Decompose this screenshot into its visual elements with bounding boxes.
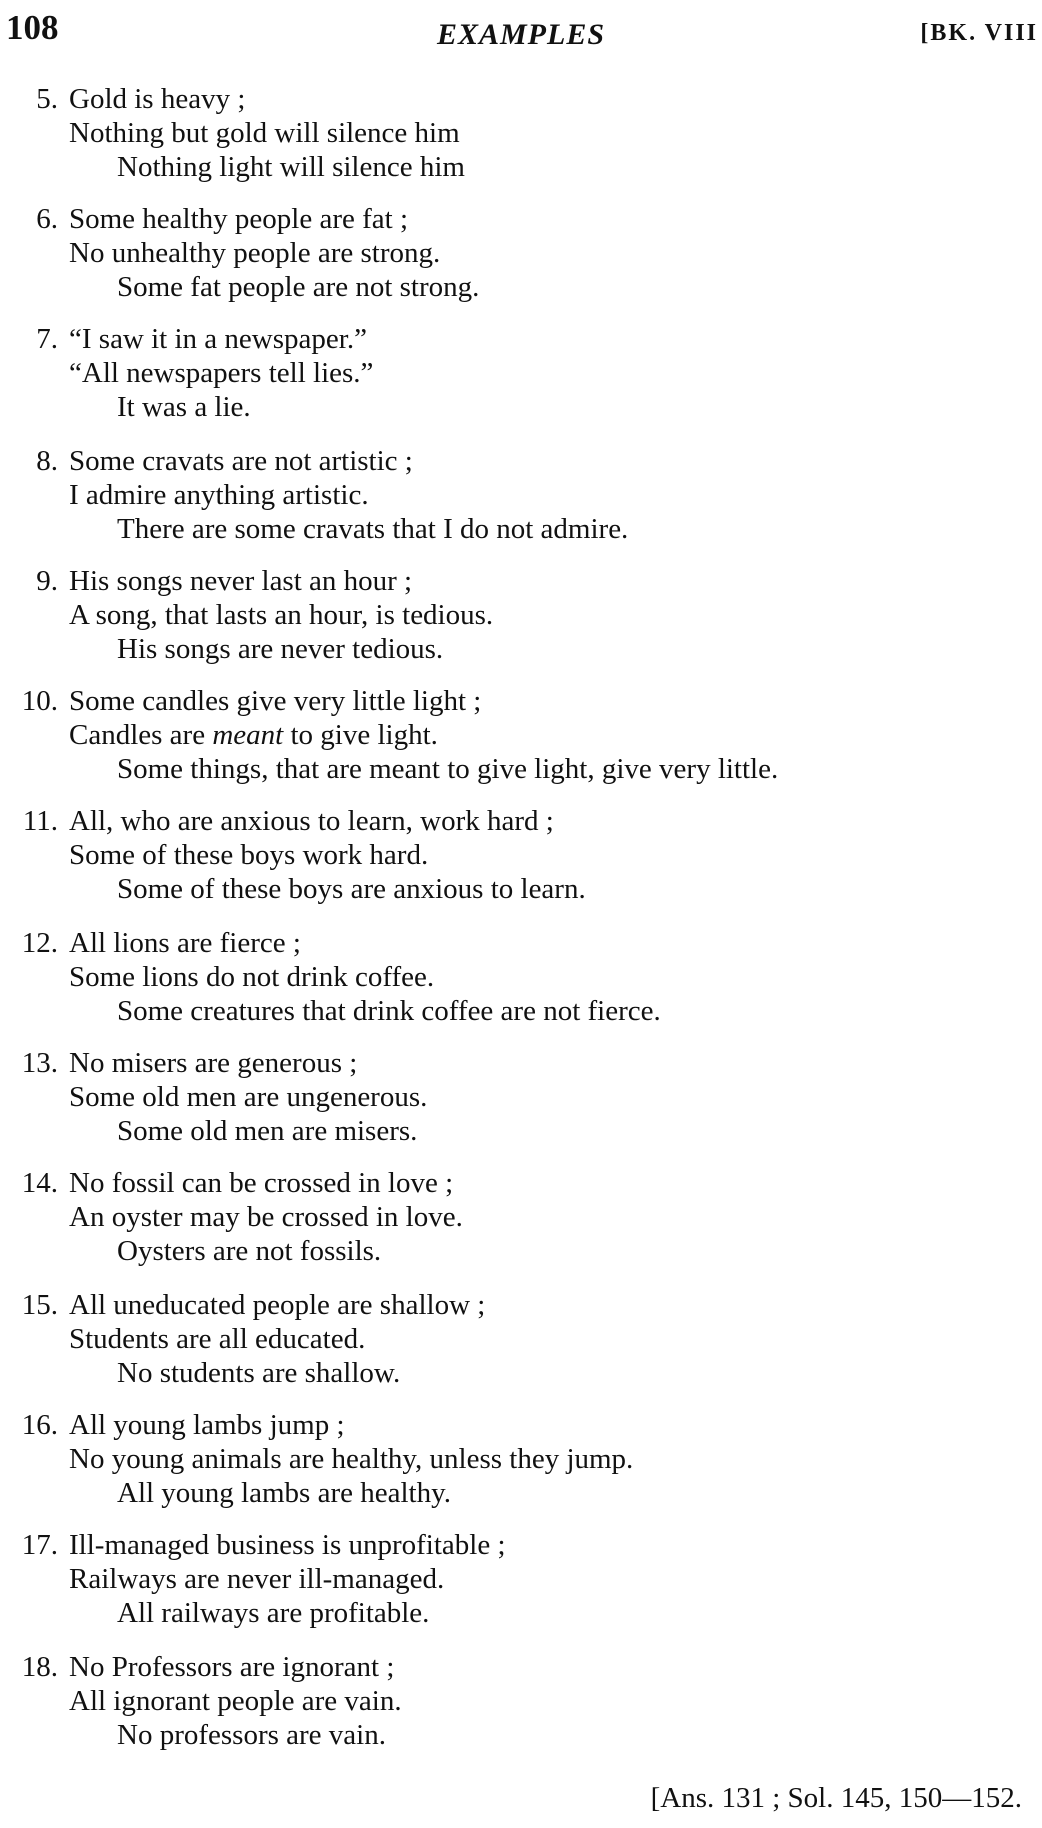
conclusion: His songs are never tedious. — [117, 633, 444, 665]
example-number: 18. — [21, 1651, 58, 1683]
premise-1: Ill-managed business is unprofitable ; — [69, 1529, 506, 1561]
conclusion: All young lambs are healthy. — [117, 1477, 451, 1509]
premise-1: All uneducated people are shallow ; — [69, 1289, 486, 1321]
premise-1: His songs never last an hour ; — [69, 565, 413, 597]
conclusion: All railways are profitable. — [117, 1597, 430, 1629]
example-number: 13. — [21, 1047, 58, 1079]
premise-1: No Professors are ignorant ; — [69, 1651, 395, 1683]
example-number: 5. — [36, 83, 58, 115]
emphasized-word: meant — [212, 719, 284, 751]
example-number: 8. — [36, 445, 58, 477]
conclusion: No professors are vain. — [117, 1719, 386, 1751]
premise-2: I admire anything artistic. — [69, 479, 369, 511]
section-reference: [BK. VIII — [920, 20, 1038, 46]
conclusion: Some creatures that drink coffee are not fierce. — [117, 995, 661, 1027]
conclusion: Some things, that are meant to give light, give very little. — [117, 753, 779, 785]
premise-2: An oyster may be crossed in love. — [69, 1201, 463, 1233]
example-number: 11. — [22, 805, 58, 837]
running-title: EXAMPLES — [436, 18, 606, 51]
premise-2: Railways are never ill-managed. — [69, 1563, 445, 1595]
premise-1: All young lambs jump ; — [69, 1409, 345, 1441]
conclusion: There are some cravats that I do not admire. — [117, 513, 629, 545]
premise-2: Nothing but gold will silence him — [69, 117, 460, 149]
premise-1: All, who are anxious to learn, work hard ; — [69, 805, 554, 837]
conclusion: Oysters are not fossils. — [117, 1235, 382, 1267]
premise-1: Gold is heavy ; — [69, 83, 246, 115]
example-number: 16. — [21, 1409, 58, 1441]
conclusion: Some old men are misers. — [117, 1115, 418, 1147]
example-number: 15. — [21, 1289, 58, 1321]
premise-2: A song, that lasts an hour, is tedious. — [69, 599, 494, 631]
premise-1: “I saw it in a newspaper.” — [69, 323, 367, 355]
premise-1: No misers are generous ; — [69, 1047, 358, 1079]
premise-2: Students are all educated. — [69, 1323, 366, 1355]
premise-1: Some cravats are not artistic ; — [69, 445, 413, 477]
premise-1: Some healthy people are fat ; — [69, 203, 409, 235]
premise-2-start: Candles are — [69, 719, 213, 751]
premise-2: All ignorant people are vain. — [69, 1685, 402, 1717]
premise-2: Some lions do not drink coffee. — [69, 961, 435, 993]
premise-1: Some candles give very little light ; — [69, 685, 482, 717]
conclusion: Some fat people are not strong. — [117, 271, 480, 303]
example-number: 17. — [21, 1529, 58, 1561]
premise-2: No unhealthy people are strong. — [69, 237, 441, 269]
example-number: 12. — [21, 927, 58, 959]
example-number: 6. — [36, 203, 58, 235]
premise-2: “All newspapers tell lies.” — [69, 357, 374, 389]
example-number: 7. — [36, 323, 58, 355]
conclusion: Some of these boys are anxious to learn. — [117, 873, 586, 905]
conclusion: Nothing light will silence him — [117, 151, 465, 183]
example-number: 14. — [21, 1167, 58, 1199]
example-number: 10. — [21, 685, 58, 717]
example-number: 9. — [36, 565, 58, 597]
premise-2: Some of these boys work hard. — [69, 839, 429, 871]
premise-2 — [69, 718, 438, 752]
answers-reference: [Ans. 131 ; Sol. 145, 150—152. — [650, 1782, 1022, 1814]
page-header — [0, 8, 1042, 60]
conclusion: No students are shallow. — [117, 1357, 401, 1389]
premise-1: All lions are fierce ; — [69, 927, 301, 959]
premise-2-end: to give light. — [283, 719, 438, 751]
conclusion: It was a lie. — [117, 391, 251, 423]
premise-2: No young animals are healthy, unless they jump. — [69, 1443, 634, 1475]
page-number: 108 — [6, 8, 59, 47]
premise-1: No fossil can be crossed in love ; — [69, 1167, 454, 1199]
premise-2: Some old men are ungenerous. — [69, 1081, 428, 1113]
